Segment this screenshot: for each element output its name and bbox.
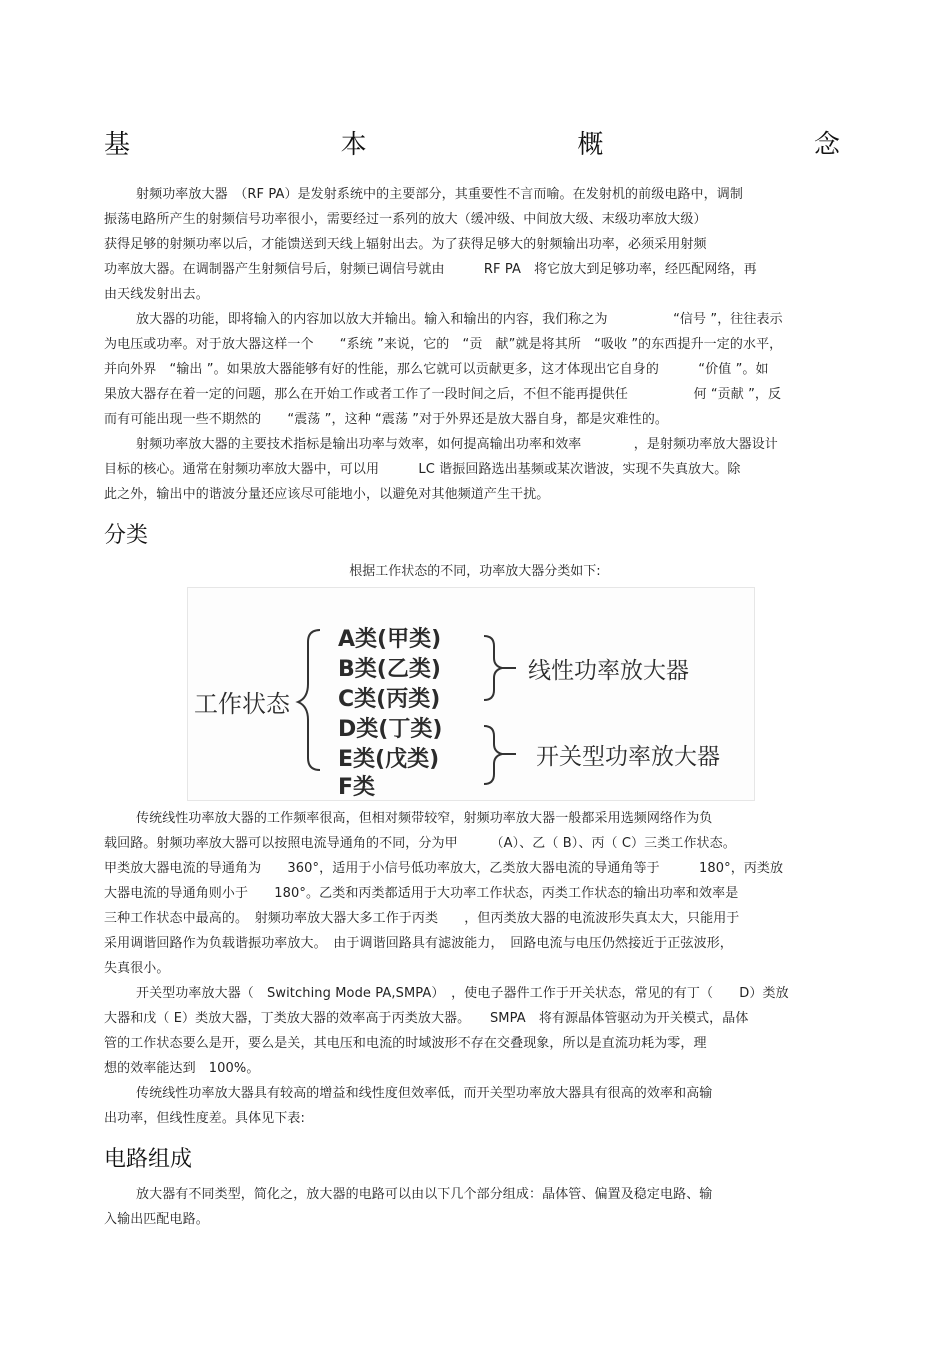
intro-line: 由天线发射出去。 xyxy=(104,287,209,302)
compare-line: 出功率，但线性度差。具体见下表: xyxy=(104,1111,305,1126)
intro-line: 振荡电路所产生的射频信号功率很小，需要经过一系列的放大（缓冲级、中间放大级、末级功率放大级） xyxy=(104,212,707,227)
linear-group-label: 线性功率放大器 xyxy=(528,658,689,684)
diagram-svg xyxy=(188,588,755,801)
function-line: 放大器的功能，即将输入的内容加以放大并输出。输入和输出的内容，我们称之为 “信号 ”，往往表示 xyxy=(136,312,783,327)
metrics-line: 射频功率放大器的主要技术指标是输出功率与效率，如何提高输出功率和效率 ，是射频功率放大器设计 xyxy=(136,437,778,452)
intro-line: 获得足够的射频功率以后，才能馈送到天线上辐射出去。为了获得足够大的射频输出功率，必须采用射频 xyxy=(104,237,707,252)
linear-line: 载回路。射频功率放大器可以按照电流导通角的不同，分为甲 （A）、乙（ B）、丙（ C）三类工作状态。 xyxy=(104,836,736,851)
switch-line: 想的效率能达到 100%。 xyxy=(104,1061,260,1076)
title-char: 基 xyxy=(104,129,131,160)
linear-line: 采用调谐回路作为负载谐振功率放大。 由于调谐回路具有滤波能力， 回路电流与电压仍然接近于正弦波形， xyxy=(104,936,733,951)
classification-diagram xyxy=(187,587,755,801)
function-line: 并向外界 “输出 ”。如果放大器能够有好的性能，那么它就可以贡献更多，这才体现出它自身的 “价值 ”。如 xyxy=(104,362,769,377)
title-char: 念 xyxy=(813,129,840,160)
class-label: B类(乙类) xyxy=(338,657,441,682)
class-label: C类(丙类) xyxy=(338,687,441,712)
class-label: E类(戊类) xyxy=(338,747,440,772)
right-brace-switch xyxy=(484,726,502,784)
class-label: F类 xyxy=(338,775,376,800)
switch-line: 管的工作状态要么是开，要么是关，其电压和电流的时域波形不存在交叠现象，所以是直流功耗为零，理 xyxy=(104,1036,707,1051)
class-label: A类(甲类) xyxy=(338,627,442,652)
switch-group-label: 开关型功率放大器 xyxy=(536,744,720,770)
right-brace-linear xyxy=(484,636,502,700)
metrics-line: 目标的核心。通常在射频功率放大器中，可以用 LC 谐振回路选出基频或某次谐波，实现不失真放大。除 xyxy=(104,462,741,477)
linear-line: 大器电流的导通角则小于 180°。乙类和丙类都适用于大功率工作状态，丙类工作状态的输出功率和效率是 xyxy=(104,886,739,901)
section-heading-circuit: 电路组成 xyxy=(104,1147,193,1172)
switch-line: 开关型功率放大器（ Switching Mode PA,SMPA） ，使电子器件工作于开关状态，常见的有丁（ D）类放 xyxy=(136,986,789,1001)
function-line: 而有可能出现一些不期然的 “震荡 ”，这种 “震荡 ”对于外界还是放大器自身，都是灾难性的。 xyxy=(104,412,669,427)
section-heading-classify: 分类 xyxy=(104,523,149,548)
intro-line: 功率放大器。在调制器产生射频信号后，射频已调信号就由 RF PA 将它放大到足够功率，经匹配网络，再 xyxy=(104,262,757,277)
figure-caption: 根据工作状态的不同，功率放大器分类如下: xyxy=(349,564,601,579)
switch-line: 大器和戊（ E）类放大器，丁类放大器的效率高于丙类放大器。 SMPA 将有源晶体管驱动为开关模式，晶体 xyxy=(104,1011,749,1026)
class-label: D类(丁类) xyxy=(338,717,443,742)
circuit-line: 入输出匹配电路。 xyxy=(104,1212,209,1227)
metrics-line: 此之外，输出中的谐波分量还应该尽可能地小，以避免对其他频道产生干扰。 xyxy=(104,487,550,502)
linear-line: 失真很小。 xyxy=(104,961,170,976)
title-char: 本 xyxy=(340,129,367,160)
function-line: 为电压或功率。对于放大器这样一个 “系统 ”来说，它的 “贡 献”就是将其所 “吸收 ”的东西提升一定的水平， xyxy=(104,337,783,352)
circuit-line: 放大器有不同类型，简化之，放大器的电路可以由以下几个部分组成：晶体管、偏置及稳定电路、输 xyxy=(136,1187,713,1202)
diagram-root-label: 工作状态 xyxy=(194,690,290,718)
title-char: 概 xyxy=(577,129,604,160)
linear-line: 甲类放大器电流的导通角为 360°，适用于小信号低功率放大，乙类放大器电流的导通角等于 180°，丙类放 xyxy=(104,861,784,876)
function-line: 果放大器存在着一定的问题，那么在开始工作或者工作了一段时间之后，不但不能再提供任 何 “贡献 ”，反 xyxy=(104,387,782,402)
linear-line: 传统线性功率放大器的工作频率很高，但相对频带较窄，射频功率放大器一般都采用选频网络作为负 xyxy=(136,811,713,826)
left-brace xyxy=(298,630,320,770)
linear-line: 三种工作状态中最高的。 射频功率放大器大多工作于丙类 ，但丙类放大器的电流波形失真太大，只能用于 xyxy=(104,911,740,926)
page-title xyxy=(104,122,840,162)
intro-line: 射频功率放大器 （RF PA）是发射系统中的主要部分，其重要性不言而喻。在发射机的前级电路中，调制 xyxy=(136,187,743,202)
compare-line: 传统线性功率放大器具有较高的增益和线性度但效率低，而开关型功率放大器具有很高的效率和高输 xyxy=(136,1086,713,1101)
